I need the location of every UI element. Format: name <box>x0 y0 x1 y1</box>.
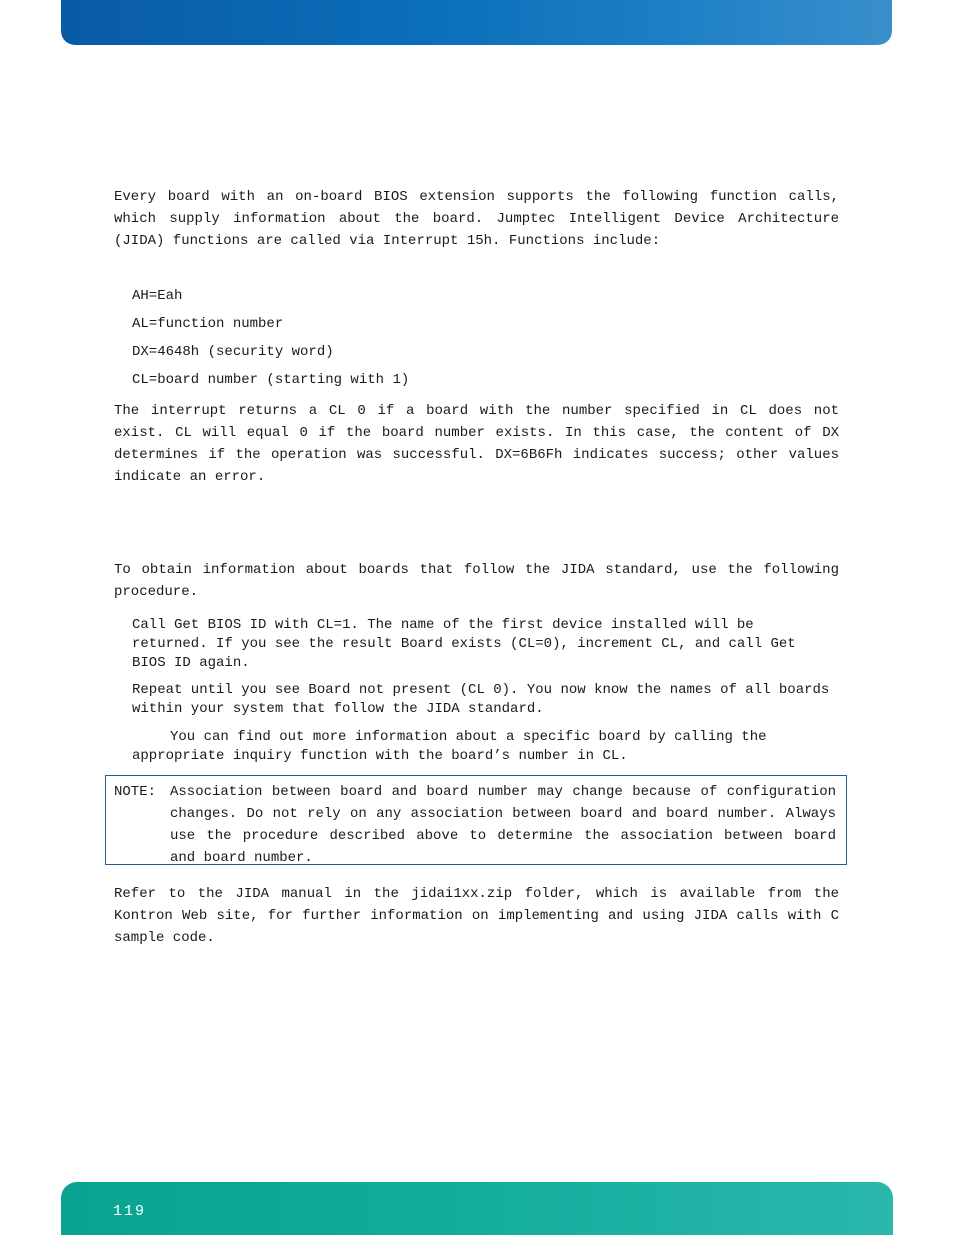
register-item-ah: AH=Eah <box>132 288 183 304</box>
refer-paragraph: Refer to the JIDA manual in the jidai1xx.zip folder, which is available from the Kontron Web site, for further information on implementing and using JIDA calls with C sample code. <box>114 886 839 946</box>
note-text: Association between board and board number may change because of configuration changes. Do not rely on any association between board and board number. Always use the procedure described above to determine the association between board and board number. <box>170 784 836 866</box>
footer-band <box>61 1182 893 1235</box>
note-box <box>105 775 847 865</box>
note-label: NOTE: <box>114 784 157 800</box>
page-number: 119 <box>113 1203 147 1220</box>
procedure-step-3: You can find out more information about a specific board by calling the appropriate inquiry function with the board’s number in CL. <box>132 729 767 764</box>
register-item-al: AL=function number <box>132 316 284 332</box>
register-item-cl: CL=board number (starting with 1) <box>132 372 410 388</box>
register-item-dx: DX=4648h (security word) <box>132 344 334 360</box>
procedure-intro-paragraph: To obtain information about boards that follow the JIDA standard, use the following procedure. <box>114 562 839 600</box>
interrupt-return-paragraph: The interrupt returns a CL 0 if a board with the number specified in CL does not exist. CL will equal 0 if the board number exists. In this case, the content of DX determines if the operation was successful. DX=6B6Fh indicates success; other values indicate an error. <box>114 403 839 485</box>
procedure-step-2: Repeat until you see Board not present (CL 0). You now know the names of all boards within your system that follow the JIDA standard. <box>132 682 830 717</box>
header-band <box>61 0 892 45</box>
intro-paragraph: Every board with an on-board BIOS extension supports the following function calls, which supply information about the board. Jumptec Intelligent Device Architecture (JIDA) functions are called via Interrupt 15h. Functions include: <box>114 189 839 249</box>
procedure-step-1: Call Get BIOS ID with CL=1. The name of the first device installed will be returned. If you see the result Board exists (CL=0), increment CL, and call Get BIOS ID again. <box>132 617 796 671</box>
